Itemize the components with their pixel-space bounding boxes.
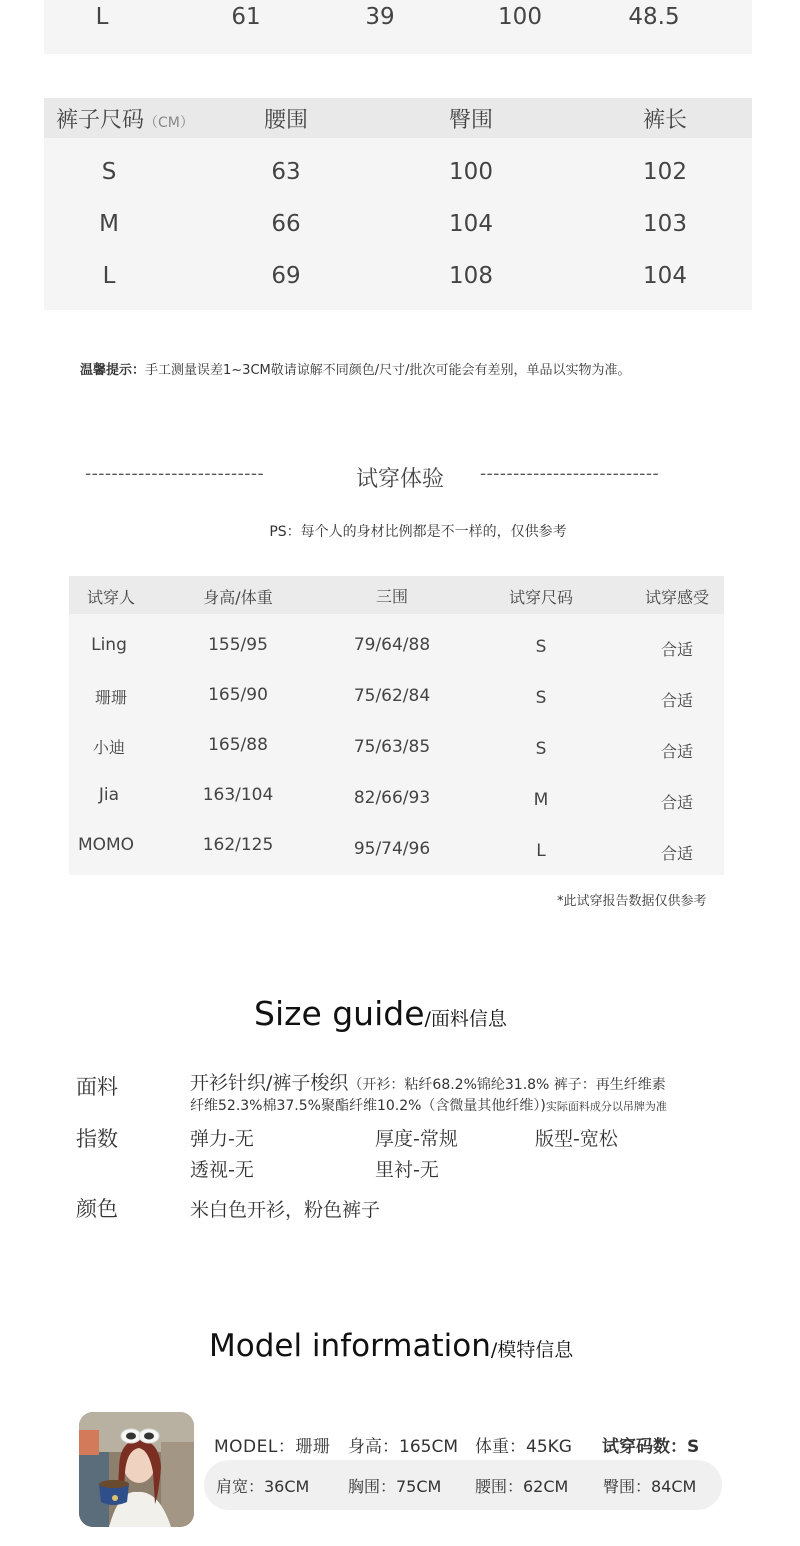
tryon-row-1-feel: 合适 xyxy=(660,640,694,659)
model-title-cn: /模特信息 xyxy=(490,1339,574,1361)
tryon-row-1-size: S xyxy=(535,637,547,657)
tryon-row-3-size: S xyxy=(535,739,547,759)
index-elastic: 弹力-无 xyxy=(190,1128,254,1150)
notice-text: 手工测量误差1~3CM敬请谅解不同颜色/尺寸/批次可能会有差别，单品以实物为准。 xyxy=(145,363,631,378)
pants-header-unit: （CM） xyxy=(144,115,194,131)
tryon-row-1-person: Ling xyxy=(91,635,127,655)
pants-row-m-size: M xyxy=(99,211,119,237)
measurement-notice xyxy=(80,359,631,378)
model-bust: 胸围：75CM xyxy=(348,1477,442,1496)
color-value: 米白色开衫，粉色裤子 xyxy=(190,1199,381,1221)
model-try-size: 试穿码数：S xyxy=(602,1437,700,1457)
tryon-row-2-measure: 75/62/84 xyxy=(353,686,431,706)
pants-row-l-hip: 108 xyxy=(449,263,493,289)
index-thickness: 厚度-常规 xyxy=(375,1128,458,1150)
tryon-row-3-feel: 合适 xyxy=(660,742,694,761)
pants-row-m-hip: 104 xyxy=(449,211,493,237)
pants-row-l-length: 104 xyxy=(643,263,687,289)
model-title-en: Model information xyxy=(209,1328,491,1364)
fabric-label: 面料 xyxy=(76,1075,118,1099)
fabric-line-1 xyxy=(190,1068,666,1095)
model-waist: 腰围：62CM xyxy=(475,1477,569,1496)
tryon-row-2-hw: 165/90 xyxy=(208,685,268,705)
pants-row-s-size: S xyxy=(101,159,117,185)
tryon-header-measure: 三围 xyxy=(375,587,409,606)
fabric-line-2 xyxy=(190,1095,667,1115)
fabric-main: 开衫针织/裤子梭织 xyxy=(190,1072,349,1094)
fabric-detail-2: 纤维52.3%棉37.5%聚酯纤维10.2%（含微量其他纤维）) xyxy=(190,1098,546,1114)
tryon-row-4-feel: 合适 xyxy=(660,793,694,812)
tryon-row-5-size: L xyxy=(536,841,546,861)
size-guide-title-cn: /面料信息 xyxy=(424,1008,507,1030)
tryon-left-dashes: --------------------------- xyxy=(85,464,265,484)
tryon-row-1-hw: 155/95 xyxy=(208,635,268,655)
model-shoulder: 肩宽：36CM xyxy=(216,1477,310,1496)
top-row-c4: 48.5 xyxy=(628,4,680,30)
top-row-c1: 61 xyxy=(231,4,261,30)
model-height: 身高：165CM xyxy=(348,1437,458,1457)
pants-row-m-waist: 66 xyxy=(271,211,301,237)
pants-row-m-length: 103 xyxy=(643,211,687,237)
tryon-row-4-size: M xyxy=(533,790,549,810)
model-hip: 臀围：84CM xyxy=(603,1477,697,1496)
tryon-table xyxy=(69,576,724,875)
tryon-row-4-measure: 82/66/93 xyxy=(353,788,431,808)
pants-row-s-length: 102 xyxy=(643,159,687,185)
fabric-note: 实际面料成分以吊牌为准 xyxy=(545,1100,667,1113)
tryon-row-2-person: 珊珊 xyxy=(94,688,128,707)
tryon-title: 试穿体验 xyxy=(355,467,445,492)
tryon-row-3-measure: 75/63/85 xyxy=(353,737,431,757)
pants-header-title xyxy=(56,103,194,134)
pants-row-l-waist: 69 xyxy=(271,263,301,289)
pants-header-length: 裤长 xyxy=(642,108,688,133)
notice-label: 温馨提示： xyxy=(80,363,146,378)
tryon-header-feel: 试穿感受 xyxy=(644,588,710,607)
pants-header-waist: 腰围 xyxy=(263,108,309,133)
index-lining: 里衬-无 xyxy=(375,1159,439,1181)
top-row-c3: 100 xyxy=(498,4,542,30)
fabric-detail-1: （开衫：粘纤68.2%锦纶31.8% 裤子：再生纤维素 xyxy=(348,1077,666,1093)
tryon-row-2-size: S xyxy=(535,688,547,708)
tryon-right-dashes: --------------------------- xyxy=(480,464,660,484)
model-name: MODEL：珊珊 xyxy=(214,1437,331,1457)
color-label: 颜色 xyxy=(76,1197,118,1221)
tryon-row-5-person: MOMO xyxy=(77,835,135,855)
tryon-row-1-measure: 79/64/88 xyxy=(353,635,431,655)
size-guide-heading xyxy=(254,994,507,1033)
index-sheer: 透视-无 xyxy=(190,1159,254,1181)
tryon-row-3-hw: 165/88 xyxy=(208,735,268,755)
model-info-heading xyxy=(209,1328,573,1364)
model-weight: 体重：45KG xyxy=(475,1437,572,1457)
pants-row-l-size: L xyxy=(102,263,116,289)
pants-row-s-waist: 63 xyxy=(271,159,301,185)
tryon-header-person: 试穿人 xyxy=(86,588,136,607)
index-label: 指数 xyxy=(76,1127,118,1151)
tryon-row-3-person: 小迪 xyxy=(92,738,126,757)
pants-header-title-text: 裤子尺码 xyxy=(56,108,145,133)
tryon-header-hw: 身高/体重 xyxy=(203,588,273,607)
tryon-row-5-measure: 95/74/96 xyxy=(353,839,431,859)
top-row-size: L xyxy=(95,4,109,30)
top-row-c2: 39 xyxy=(365,4,395,30)
size-guide-title-en: Size guide xyxy=(254,994,425,1033)
pants-row-s-hip: 100 xyxy=(449,159,493,185)
pants-header-hip: 臀围 xyxy=(448,108,494,133)
model-photo-illustration xyxy=(79,1412,194,1527)
tryon-row-2-feel: 合适 xyxy=(660,691,694,710)
tryon-footnote: *此试穿报告数据仅供参考 xyxy=(557,894,707,909)
index-fit: 版型-宽松 xyxy=(535,1128,618,1150)
tryon-row-4-hw: 163/104 xyxy=(202,785,274,805)
model-photo xyxy=(79,1412,194,1527)
tryon-row-5-hw: 162/125 xyxy=(202,835,274,855)
tryon-header-size: 试穿尺码 xyxy=(508,588,574,607)
model-line-2 xyxy=(216,1474,716,1496)
tryon-ps: PS：每个人的身材比例都是不一样的，仅供参考 xyxy=(269,524,567,540)
tryon-row-5-feel: 合适 xyxy=(660,844,694,863)
tryon-row-4-person: Jia xyxy=(98,785,120,805)
model-line-1 xyxy=(214,1432,734,1457)
